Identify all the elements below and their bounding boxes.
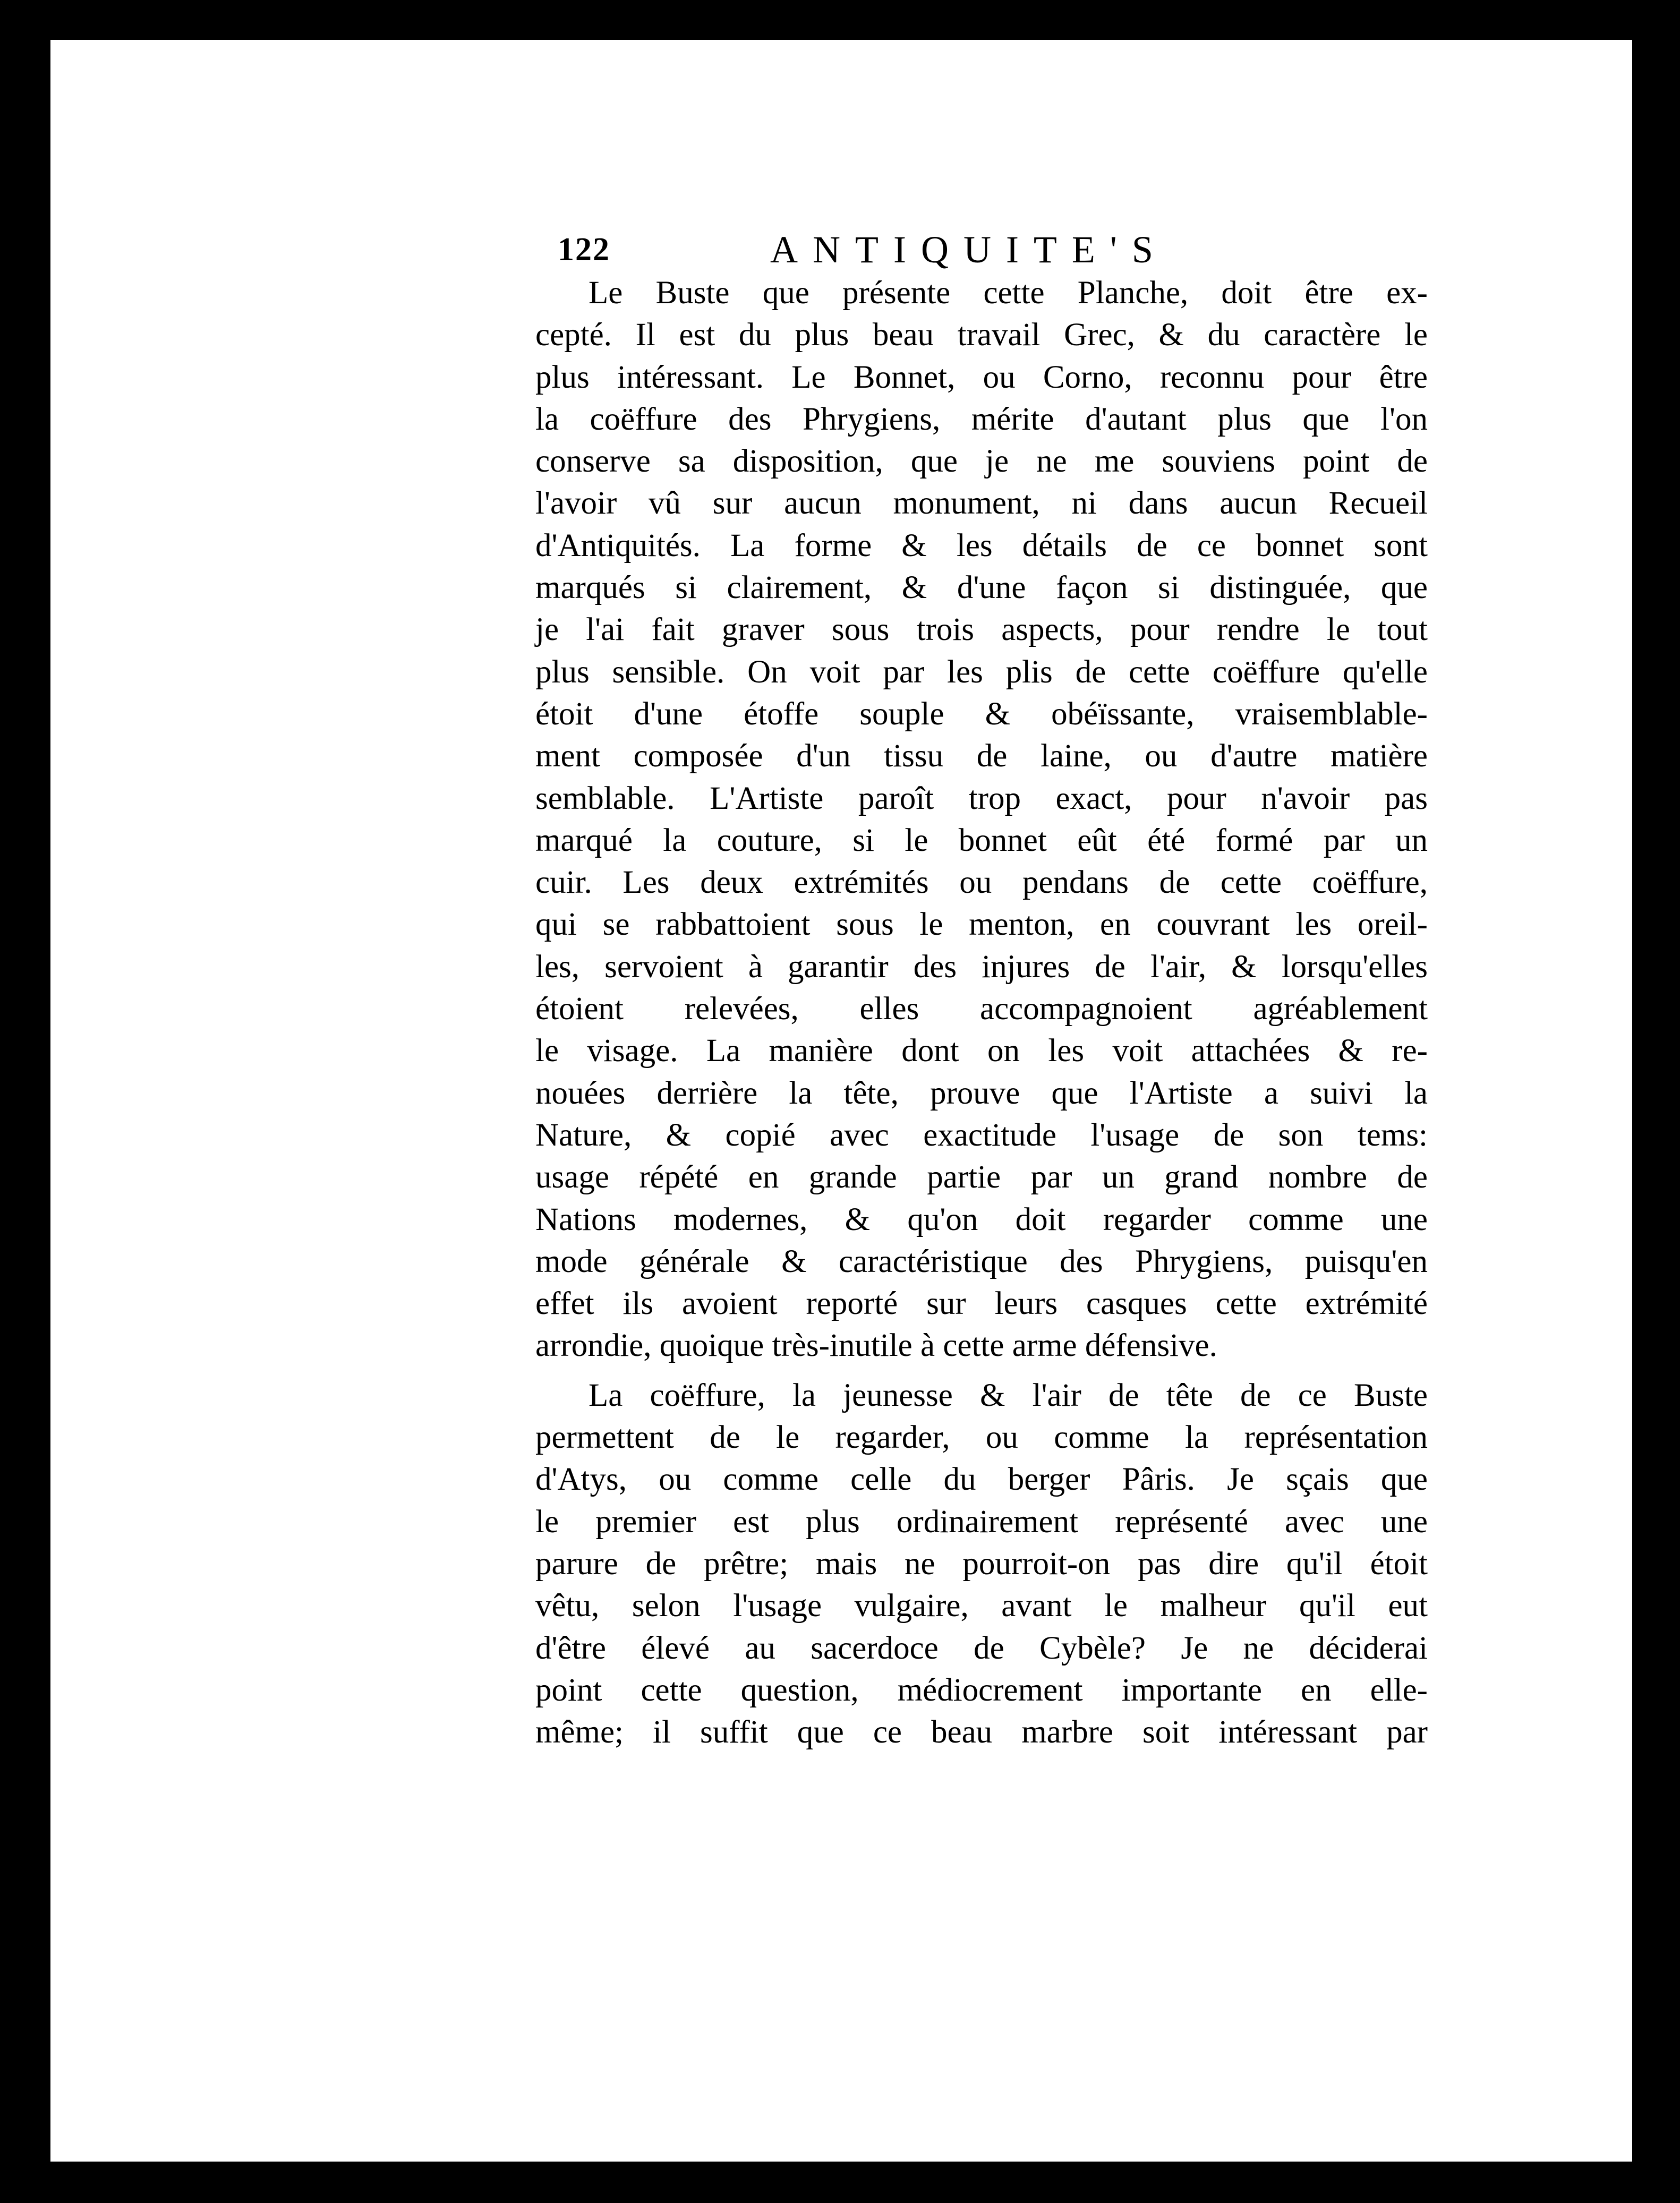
text-line: plus intéressant. Le Bonnet, ou Corno, reconnu pour être — [535, 359, 1428, 395]
text-line: les, servoient à garantir des injures de l'air, & lorsqu'elles — [535, 949, 1428, 985]
text-line: d'Atys, ou comme celle du berger Pâris. Je sçais que — [535, 1462, 1428, 1498]
running-title: ANTIQUITE'S — [770, 228, 1168, 271]
text-line: le premier est plus ordinairement représenté avec une — [535, 1504, 1428, 1540]
text-line: point cette question, médiocrement importante en elle- — [535, 1672, 1428, 1708]
text-line: cepté. Il est du plus beau travail Grec, & du caractère le — [535, 317, 1428, 353]
text-line: La coëffure, la jeunesse & l'air de tête de ce Buste — [589, 1377, 1428, 1413]
text-line: usage répété en grande partie par un grand nombre de — [535, 1159, 1428, 1196]
text-line: semblable. L'Artiste paroît trop exact, pour n'avoir pas — [535, 780, 1428, 816]
text-line: la coëffure des Phrygiens, mérite d'autant plus que l'on — [535, 401, 1428, 437]
text-line: mode générale & caractéristique des Phrygiens, puisqu'en — [535, 1243, 1428, 1279]
text-line: ment composée d'un tissu de laine, ou d'autre matière — [535, 738, 1428, 774]
text-line: le visage. La manière dont on les voit attachées & re- — [535, 1033, 1428, 1069]
text-line: permettent de le regarder, ou comme la représentation — [535, 1420, 1428, 1456]
text-line: marqué la couture, si le bonnet eût été formé par un — [535, 822, 1428, 858]
text-line: arrondie, quoique très-inutile à cette arme défensive. — [535, 1328, 1217, 1364]
page-edge-shadow — [1639, 58, 1646, 2151]
page-header — [558, 226, 1408, 274]
text-line: Nature, & copié avec exactitude l'usage de son tems: — [535, 1117, 1428, 1153]
text-line: Nations modernes, & qu'on doit regarder comme une — [535, 1201, 1428, 1237]
body-text — [535, 272, 1428, 1753]
text-line: étoient relevées, elles accompagnoient agréablement — [535, 991, 1428, 1027]
text-line: parure de prêtre; mais ne pourroit-on pas dire qu'il étoit — [535, 1545, 1428, 1582]
text-line: Le Buste que présente cette Planche, doit être ex- — [589, 275, 1428, 311]
text-line: marqués si clairement, & d'une façon si distinguée, que — [535, 570, 1428, 606]
text-line: cuir. Les deux extrémités ou pendans de cette coëffure, — [535, 865, 1428, 901]
text-line: je l'ai fait graver sous trois aspects, pour rendre le tout — [535, 612, 1428, 648]
text-line: l'avoir vû sur aucun monument, ni dans aucun Recueil — [535, 485, 1428, 522]
text-line: même; il suffit que ce beau marbre soit intéressant par — [535, 1714, 1428, 1751]
text-line: nouées derrière la tête, prouve que l'Artiste a suivi la — [535, 1075, 1428, 1111]
text-line: qui se rabbattoient sous le menton, en couvrant les oreil- — [535, 907, 1428, 943]
paragraph-gap — [535, 1367, 1428, 1374]
text-line: effet ils avoient reporté sur leurs casques cette extrémité — [535, 1286, 1428, 1322]
page-number: 122 — [558, 232, 610, 268]
text-line: plus sensible. On voit par les plis de cette coëffure qu'elle — [535, 654, 1428, 690]
text-line: vêtu, selon l'usage vulgaire, avant le malheur qu'il eut — [535, 1588, 1428, 1624]
text-line: d'être élevé au sacerdoce de Cybèle? Je ne déciderai — [535, 1630, 1428, 1666]
text-line: étoit d'une étoffe souple & obéïssante, vraisemblable- — [535, 696, 1428, 732]
text-line: d'Antiquités. La forme & les détails de ce bonnet sont — [535, 527, 1428, 563]
text-line: conserve sa disposition, que je ne me souviens point de — [535, 443, 1428, 480]
